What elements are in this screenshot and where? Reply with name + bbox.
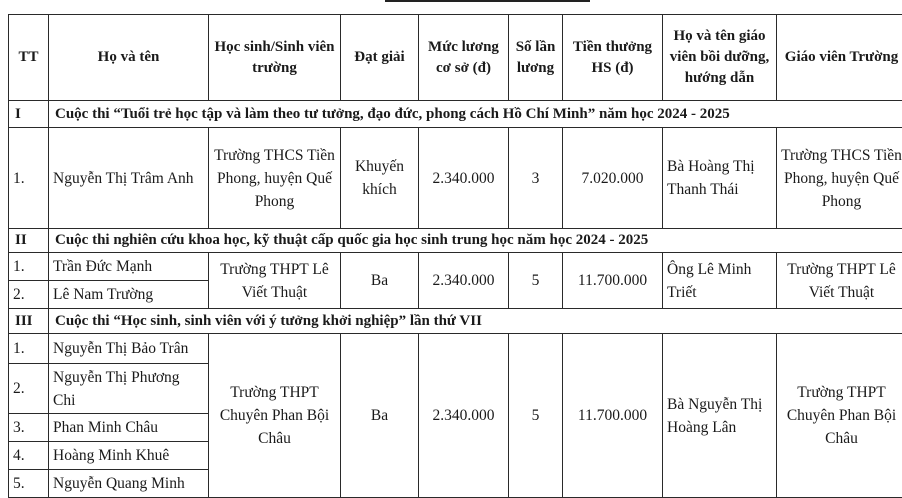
award-level: Ba	[341, 253, 419, 309]
teacher-name: Bà Hoàng Thị Thanh Thái	[663, 128, 777, 229]
reward-amount: 7.020.000	[563, 128, 663, 229]
header-school: Học sinh/Sinh viên trường	[209, 15, 341, 101]
row-number: 4.	[9, 442, 49, 470]
teacher-school: Trường THPT Chuyên Phan Bội Châu	[777, 334, 902, 498]
section-title: Cuộc thi “Tuổi trẻ học tập và làm theo tư tưởng, đạo đức, phong cách Hồ Chí Minh” năm học 2024 - 2025	[49, 101, 902, 128]
header-tt: TT	[9, 15, 49, 101]
row-number: 1.	[9, 334, 49, 364]
student-name: Nguyễn Thị Phương Chi	[49, 364, 209, 414]
header-row	[9, 15, 902, 101]
student-school: Trường THCS Tiền Phong, huyện Quế Phong	[209, 128, 341, 229]
student-name: Trần Đức Mạnh	[49, 253, 209, 281]
student-school: Trường THPT Chuyên Phan Bội Châu	[209, 334, 341, 498]
row-number: 1.	[9, 128, 49, 229]
row-number: 2.	[9, 281, 49, 309]
table-row	[9, 334, 902, 364]
salary-times: 5	[509, 334, 563, 498]
salary-times: 3	[509, 128, 563, 229]
teacher-school: Trường THCS Tiền Phong, huyện Quế Phong	[777, 128, 902, 229]
header-name: Họ và tên	[49, 15, 209, 101]
student-name: Nguyễn Thị Trâm Anh	[49, 128, 209, 229]
student-school: Trường THPT Lê Viết Thuật	[209, 253, 341, 309]
award-table	[8, 14, 902, 498]
header-teacher-school: Giáo viên Trường	[777, 15, 902, 101]
row-number: 2.	[9, 364, 49, 414]
student-name: Nguyễn Quang Minh	[49, 470, 209, 498]
student-name: Nguyễn Thị Bảo Trân	[49, 334, 209, 364]
header-teacher: Họ và tên giáo viên bồi dưỡng, hướng dẫn	[663, 15, 777, 101]
table-row	[9, 253, 902, 281]
row-number: 1.	[9, 253, 49, 281]
header-reward: Tiền thưởng HS (đ)	[563, 15, 663, 101]
header-times: Số lần lương	[509, 15, 563, 101]
section-row-2	[9, 229, 902, 253]
section-title: Cuộc thi “Học sinh, sinh viên với ý tưởng khởi nghiệp” lần thứ VII	[49, 309, 902, 334]
teacher-name: Bà Nguyễn Thị Hoàng Lân	[663, 334, 777, 498]
header-rule	[385, 0, 590, 2]
section-row-1	[9, 101, 902, 128]
teacher-name: Ông Lê Minh Triết	[663, 253, 777, 309]
base-salary: 2.340.000	[419, 334, 509, 498]
student-name: Hoàng Minh Khuê	[49, 442, 209, 470]
reward-amount: 11.700.000	[563, 253, 663, 309]
teacher-school: Trường THPT Lê Viết Thuật	[777, 253, 902, 309]
section-number: III	[9, 309, 49, 334]
header-award: Đạt giải	[341, 15, 419, 101]
row-number: 5.	[9, 470, 49, 498]
section-row-3	[9, 309, 902, 334]
section-title: Cuộc thi nghiên cứu khoa học, kỹ thuật cấp quốc gia học sinh trung học năm học 2024 - 2025	[49, 229, 902, 253]
student-name: Lê Nam Trường	[49, 281, 209, 309]
reward-amount: 11.700.000	[563, 334, 663, 498]
base-salary: 2.340.000	[419, 253, 509, 309]
student-name: Phan Minh Châu	[49, 414, 209, 442]
award-level: Khuyến khích	[341, 128, 419, 229]
base-salary: 2.340.000	[419, 128, 509, 229]
table-row	[9, 128, 902, 229]
section-number: II	[9, 229, 49, 253]
section-number: I	[9, 101, 49, 128]
award-level: Ba	[341, 334, 419, 498]
header-base-salary: Mức lương cơ sở (đ)	[419, 15, 509, 101]
row-number: 3.	[9, 414, 49, 442]
salary-times: 5	[509, 253, 563, 309]
